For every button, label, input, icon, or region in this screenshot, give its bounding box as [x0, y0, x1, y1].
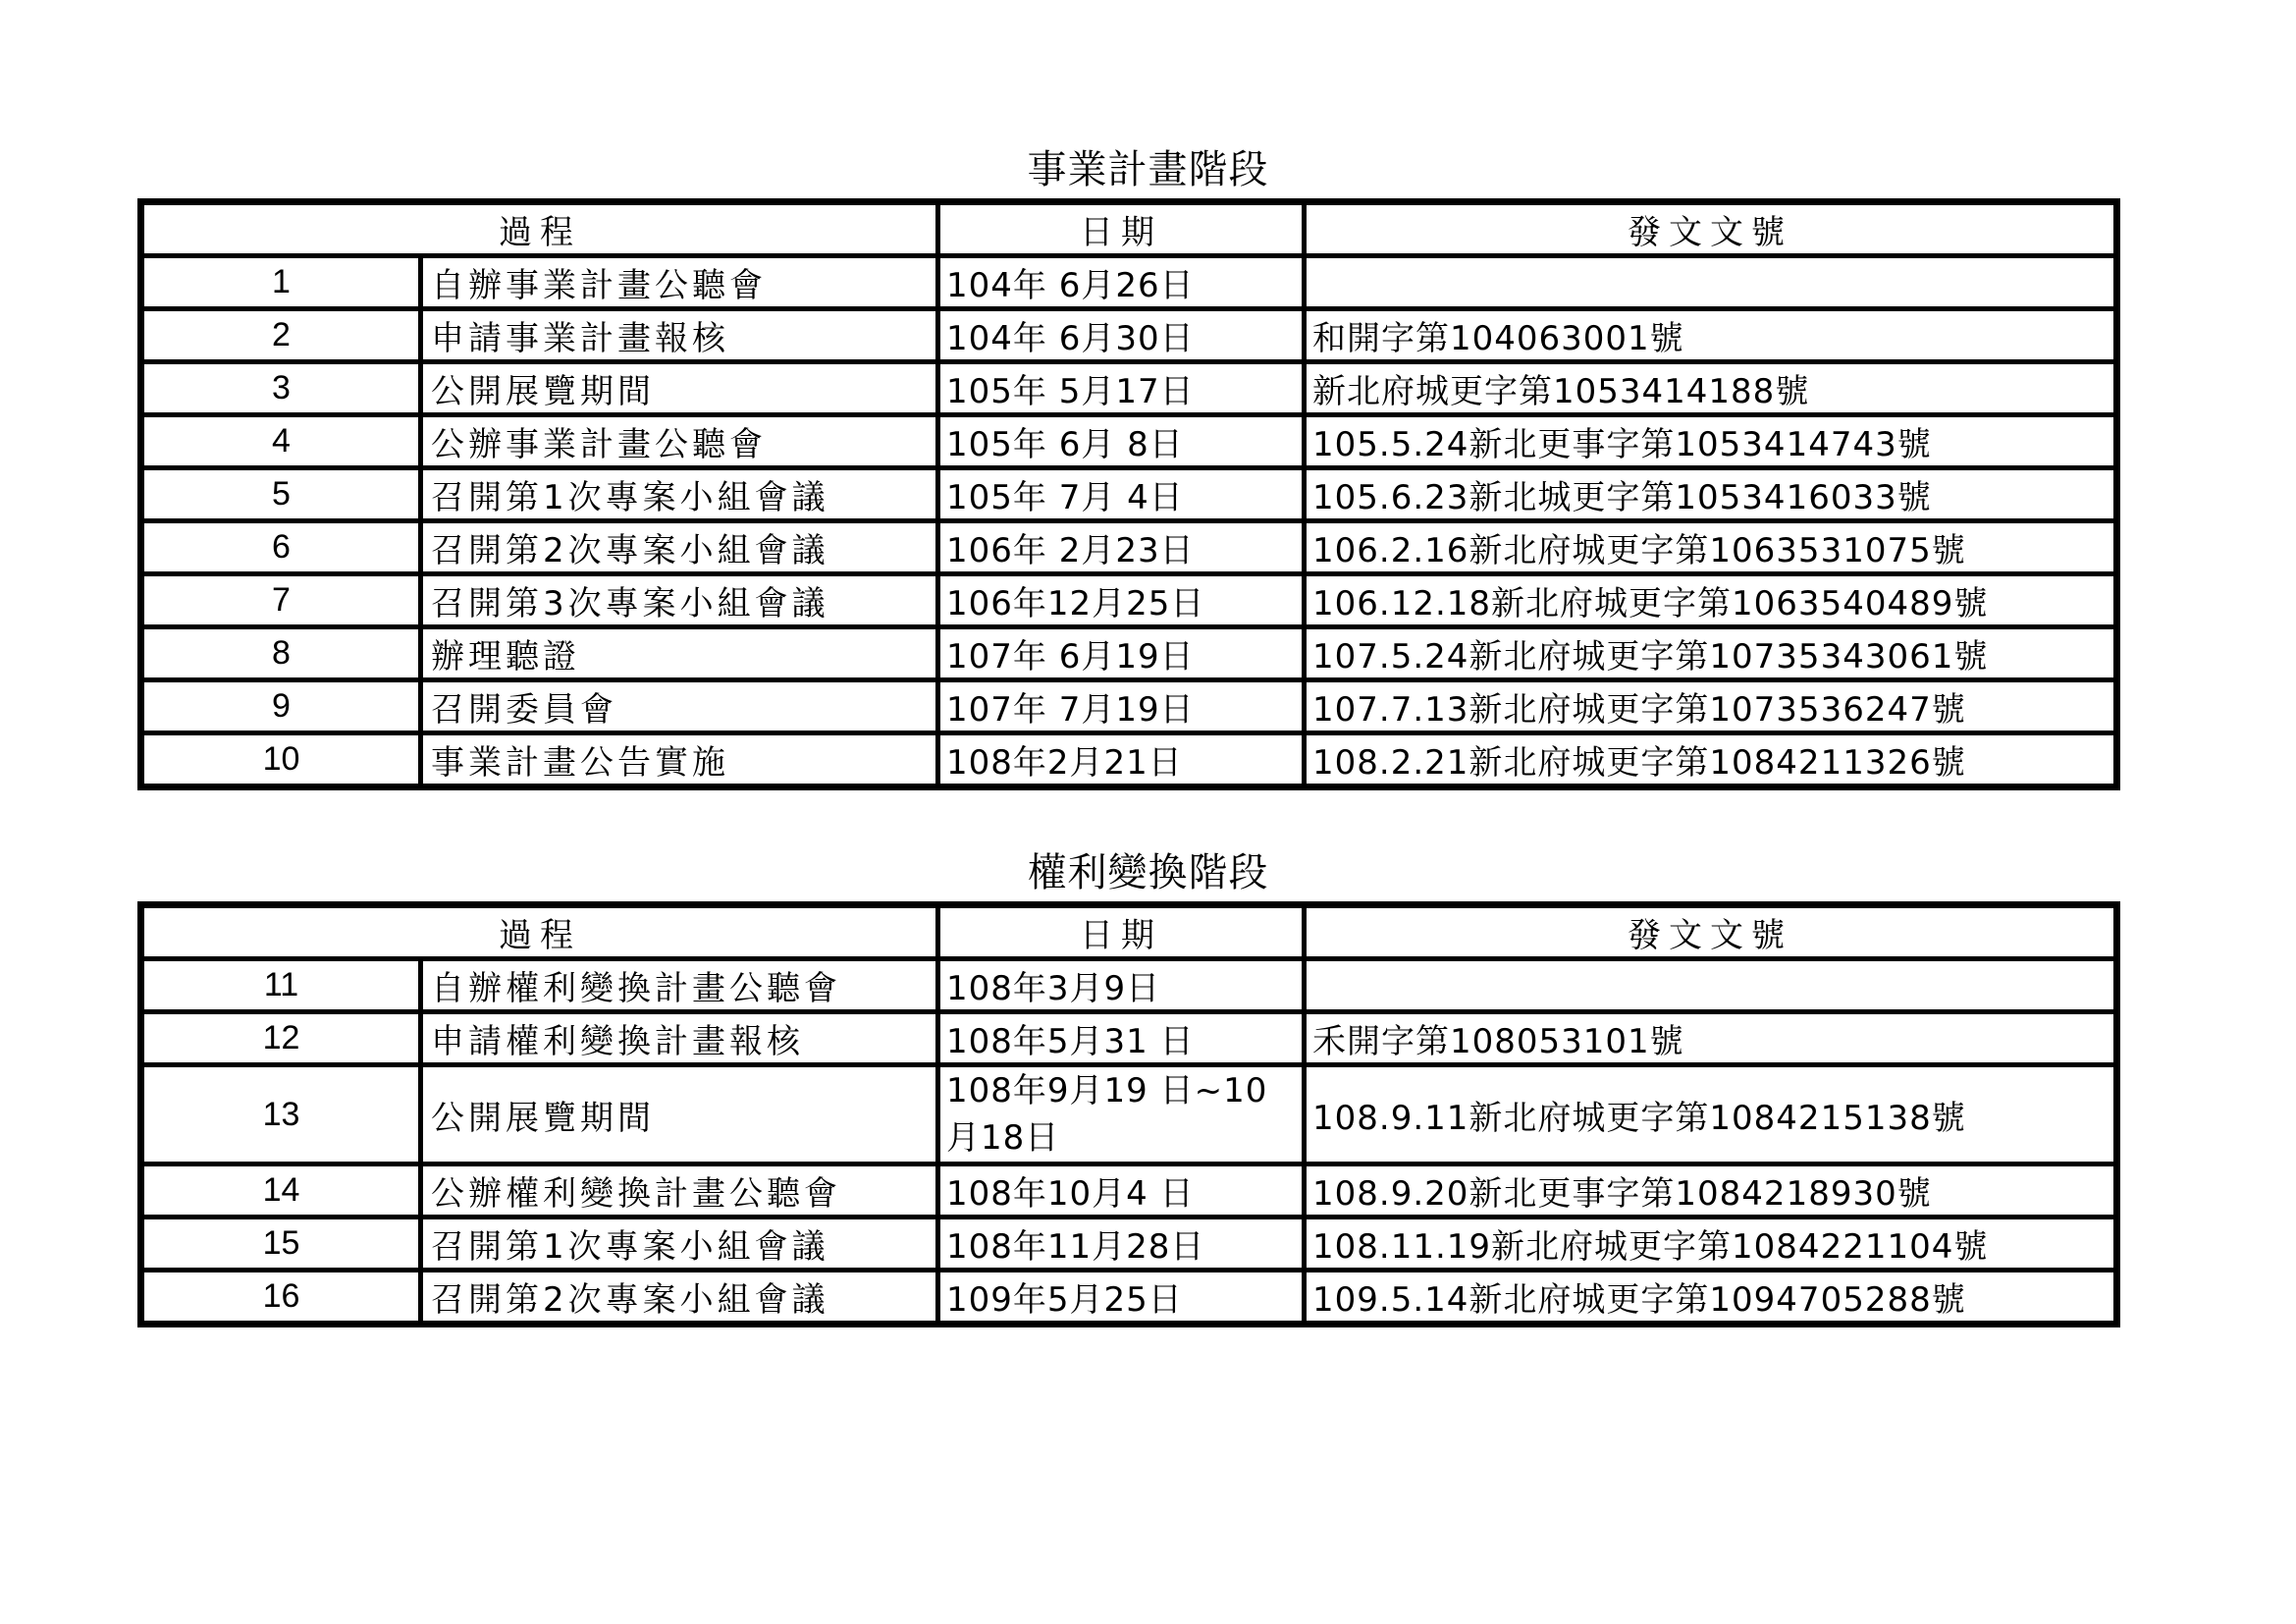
row-doc-number: 108.11.19新北府城更字第1084221104號	[1305, 1218, 2117, 1271]
plan-stage-table	[137, 198, 2120, 790]
row-date: 106年 2月23日	[938, 521, 1305, 574]
table-row	[141, 680, 2117, 733]
row-doc-number: 禾開字第108053101號	[1305, 1012, 2117, 1065]
row-date: 108年10月4 日	[938, 1164, 1305, 1218]
table-row	[141, 1164, 2117, 1218]
row-doc-number: 105.6.23新北城更字第1053416033號	[1305, 468, 2117, 521]
row-doc-number: 108.9.11新北府城更字第1084215138號	[1305, 1065, 2117, 1164]
row-process: 召開委員會	[421, 680, 938, 733]
row-number: 12	[141, 1012, 421, 1065]
row-number: 15	[141, 1218, 421, 1271]
row-doc-number: 106.2.16新北府城更字第1063531075號	[1305, 521, 2117, 574]
row-date: 108年11月28日	[938, 1218, 1305, 1271]
header-process: 過程	[141, 905, 938, 959]
row-number: 11	[141, 959, 421, 1012]
row-process: 公開展覽期間	[421, 362, 938, 415]
row-process: 召開第1次專案小組會議	[421, 468, 938, 521]
row-number: 4	[141, 415, 421, 468]
table-row	[141, 521, 2117, 574]
row-number: 13	[141, 1065, 421, 1164]
row-date: 108年5月31 日	[938, 1012, 1305, 1065]
row-process: 召開第2次專案小組會議	[421, 1271, 938, 1325]
table-header-row	[141, 202, 2117, 256]
row-doc-number: 107.5.24新北府城更字第10735343061號	[1305, 627, 2117, 680]
row-process: 公辦權利變換計畫公聽會	[421, 1164, 938, 1218]
row-number: 14	[141, 1164, 421, 1218]
row-process: 申請權利變換計畫報核	[421, 1012, 938, 1065]
row-doc-number	[1305, 959, 2117, 1012]
row-doc-number: 107.7.13新北府城更字第1073536247號	[1305, 680, 2117, 733]
row-date: 104年 6月26日	[938, 256, 1305, 309]
row-date: 108年2月21日	[938, 733, 1305, 787]
table-row	[141, 574, 2117, 627]
row-process: 公開展覽期間	[421, 1065, 938, 1164]
table-row	[141, 468, 2117, 521]
table-row	[141, 1065, 2117, 1164]
row-number: 10	[141, 733, 421, 787]
header-process: 過程	[141, 202, 938, 256]
row-date: 107年 6月19日	[938, 627, 1305, 680]
row-number: 2	[141, 309, 421, 362]
table-row	[141, 256, 2117, 309]
table-row	[141, 733, 2117, 787]
row-date: 106年12月25日	[938, 574, 1305, 627]
table-row	[141, 627, 2117, 680]
section-title-rights-stage: 權利變換階段	[1027, 851, 1269, 894]
row-process: 召開第2次專案小組會議	[421, 521, 938, 574]
row-doc-number	[1305, 256, 2117, 309]
section-title-plan-stage: 事業計畫階段	[1027, 148, 1269, 191]
row-date: 108年9月19 日~10月18日	[938, 1065, 1305, 1164]
row-date: 105年 5月17日	[938, 362, 1305, 415]
table-row	[141, 959, 2117, 1012]
row-doc-number: 和開字第104063001號	[1305, 309, 2117, 362]
row-process: 召開第1次專案小組會議	[421, 1218, 938, 1271]
row-number: 1	[141, 256, 421, 309]
rights-stage-table	[137, 901, 2120, 1327]
row-date: 105年 6月 8日	[938, 415, 1305, 468]
row-doc-number: 新北府城更字第1053414188號	[1305, 362, 2117, 415]
row-number: 16	[141, 1271, 421, 1325]
header-doc-number: 發文文號	[1305, 202, 2117, 256]
table-row	[141, 309, 2117, 362]
table-header-row	[141, 905, 2117, 959]
row-date: 105年 7月 4日	[938, 468, 1305, 521]
table-row	[141, 362, 2117, 415]
row-doc-number: 105.5.24新北更事字第1053414743號	[1305, 415, 2117, 468]
row-doc-number: 108.9.20新北更事字第1084218930號	[1305, 1164, 2117, 1218]
row-number: 5	[141, 468, 421, 521]
table-row	[141, 415, 2117, 468]
header-doc-number: 發文文號	[1305, 905, 2117, 959]
table-row	[141, 1271, 2117, 1325]
row-number: 3	[141, 362, 421, 415]
table-row	[141, 1218, 2117, 1271]
row-date: 108年3月9日	[938, 959, 1305, 1012]
row-number: 6	[141, 521, 421, 574]
row-doc-number: 108.2.21新北府城更字第1084211326號	[1305, 733, 2117, 787]
row-number: 8	[141, 627, 421, 680]
header-date: 日期	[938, 202, 1305, 256]
row-process: 召開第3次專案小組會議	[421, 574, 938, 627]
row-date: 107年 7月19日	[938, 680, 1305, 733]
row-process: 辦理聽證	[421, 627, 938, 680]
row-process: 自辦事業計畫公聽會	[421, 256, 938, 309]
row-date: 109年5月25日	[938, 1271, 1305, 1325]
row-number: 7	[141, 574, 421, 627]
row-doc-number: 109.5.14新北府城更字第1094705288號	[1305, 1271, 2117, 1325]
row-process: 申請事業計畫報核	[421, 309, 938, 362]
row-process: 自辦權利變換計畫公聽會	[421, 959, 938, 1012]
row-doc-number: 106.12.18新北府城更字第1063540489號	[1305, 574, 2117, 627]
row-process: 事業計畫公告實施	[421, 733, 938, 787]
table-row	[141, 1012, 2117, 1065]
row-number: 9	[141, 680, 421, 733]
header-date: 日期	[938, 905, 1305, 959]
row-process: 公辦事業計畫公聽會	[421, 415, 938, 468]
row-date: 104年 6月30日	[938, 309, 1305, 362]
